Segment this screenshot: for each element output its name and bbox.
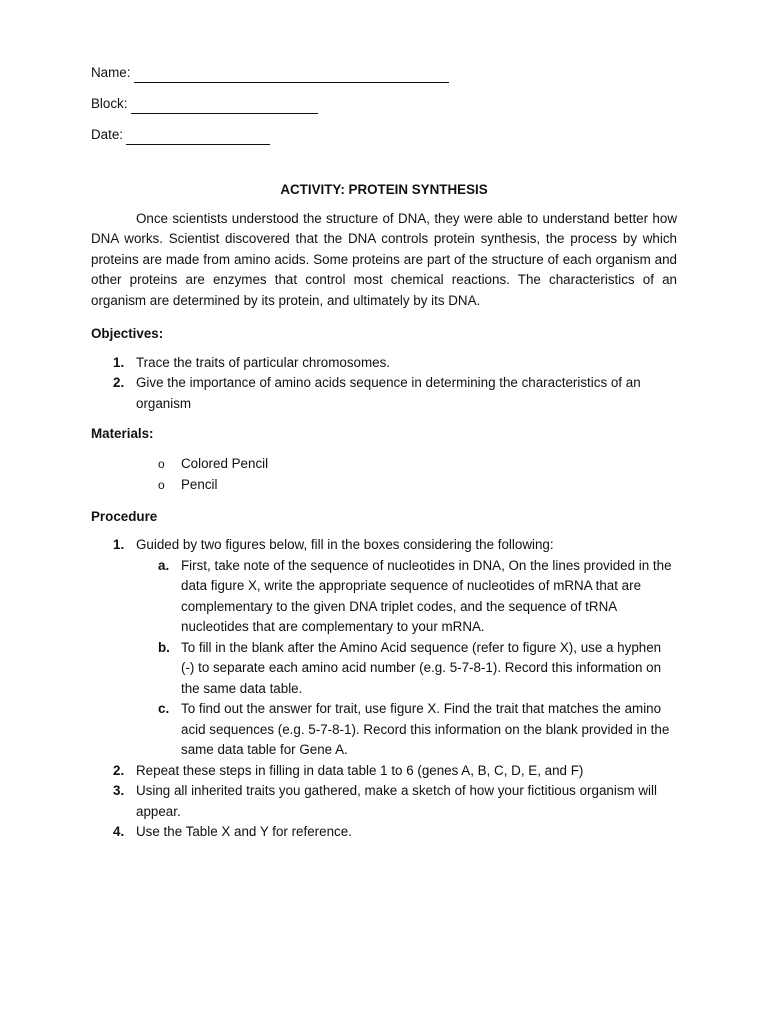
procedure-list — [91, 535, 677, 843]
substep-text: To fill in the blank after the Amino Acid sequence (refer to figure X), use a hyphen (-) to separate each amino acid number (e.g. 5-7-8-1). Record this information on the same data table. — [181, 639, 662, 696]
date-blank-line[interactable] — [126, 125, 270, 145]
objectives-list — [91, 353, 677, 415]
item-number: 2. — [113, 375, 125, 391]
list-item — [91, 373, 677, 414]
item-text: Trace the traits of particular chromosomes. — [136, 354, 391, 370]
procedure-step — [91, 535, 677, 761]
list-item — [91, 475, 677, 497]
substep-letter: c. — [158, 701, 170, 717]
step-number: 3. — [113, 783, 125, 799]
block-label: Block: — [91, 96, 128, 111]
step-number: 1. — [113, 537, 125, 553]
name-label: Name: — [91, 65, 131, 80]
substep-text: First, take note of the sequence of nucleotides in DNA, On the lines provided in the data figure X, write the appropriate sequence of nucleotides of mRNA that are complementary to the given DNA triplet codes, and the sequence of tRNA nucleotides that are complementary to your mRNA. — [181, 557, 672, 635]
substep — [136, 699, 677, 761]
worksheet-page — [91, 63, 677, 843]
activity-title: ACTIVITY: PROTEIN SYNTHESIS — [280, 182, 488, 197]
name-field — [91, 63, 677, 94]
list-item — [91, 454, 677, 476]
substep-text: To find out the answer for trait, use figure X. Find the trait that matches the amino acid sequences (e.g. 5-7-8-1). Record this information on the blank provided in the same data table for Gene A. — [181, 701, 670, 758]
block-blank-line[interactable] — [131, 94, 318, 114]
substep — [136, 556, 677, 638]
substep-list — [136, 556, 677, 761]
step-text: Using all inherited traits you gathered, make a sketch of how your fictitious organism will appear. — [136, 783, 657, 819]
item-text: Give the importance of amino acids sequence in determining the characteristics of an organism — [136, 375, 641, 411]
step-text: Guided by two figures below, fill in the boxes considering the following: — [136, 537, 554, 553]
procedure-step — [91, 822, 677, 843]
substep-letter: b. — [158, 639, 170, 655]
step-number: 4. — [113, 824, 125, 840]
circle-bullet-icon: o — [158, 478, 165, 493]
procedure-step — [91, 761, 677, 782]
materials-heading: Materials: — [91, 426, 154, 442]
procedure-step — [91, 781, 677, 822]
item-text: Colored Pencil — [181, 455, 269, 471]
item-text: Pencil — [181, 477, 218, 493]
objectives-heading: Objectives: — [91, 326, 164, 342]
block-field — [91, 94, 677, 125]
materials-list — [91, 454, 677, 497]
circle-bullet-icon: o — [158, 456, 165, 471]
step-text: Repeat these steps in filling in data table 1 to 6 (genes A, B, C, D, E, and F) — [136, 762, 584, 778]
name-blank-line[interactable] — [134, 63, 449, 83]
date-field — [91, 125, 677, 156]
date-label: Date: — [91, 127, 124, 142]
step-text: Use the Table X and Y for reference. — [136, 824, 352, 840]
substep-letter: a. — [158, 557, 170, 573]
item-number: 1. — [113, 354, 125, 370]
list-item — [91, 353, 677, 374]
step-number: 2. — [113, 762, 125, 778]
procedure-heading: Procedure — [91, 508, 158, 524]
intro-paragraph: Once scientists understood the structure of DNA, they were able to understand better how DNA works. Scientist discovered that the DNA controls protein synthesis, the process by which proteins are made from amino acids. Some proteins are part of the structure of each organism and other proteins are enzymes that control most chemical reactions. The characteristics of an organism are determined by its protein, and ultimately by its DNA. — [91, 210, 677, 308]
substep — [136, 638, 677, 700]
